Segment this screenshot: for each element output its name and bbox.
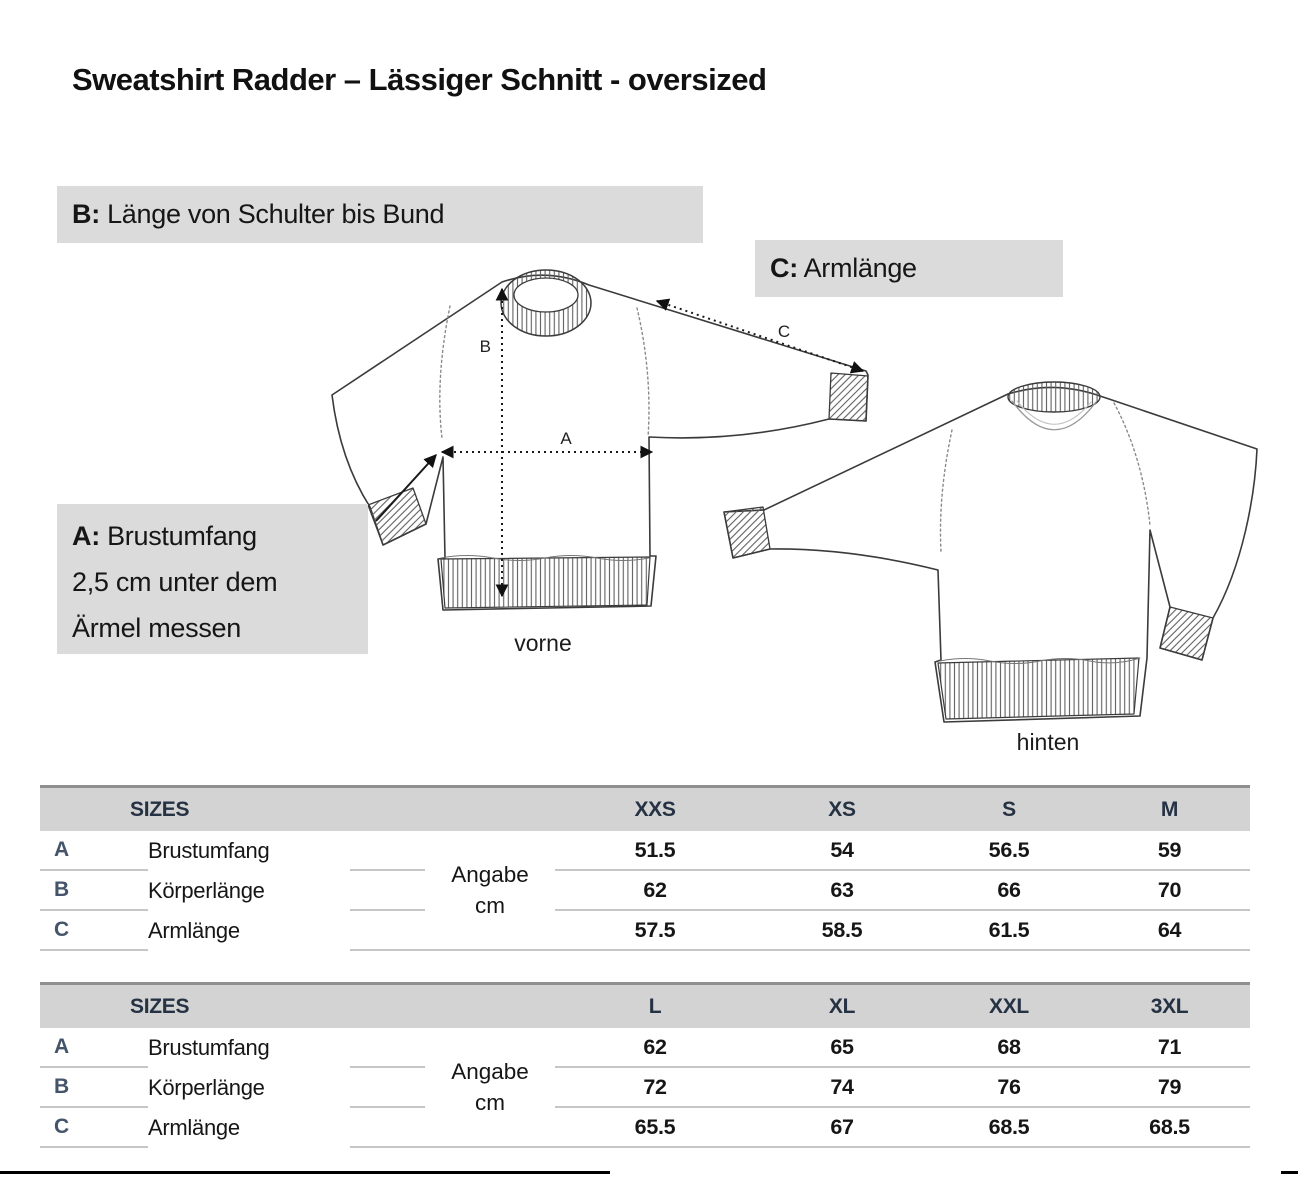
size-col-header: S (1002, 797, 1016, 821)
callout-measure-b (57, 186, 703, 243)
front-right-cuff-rib (829, 373, 868, 421)
row-label: Armlänge (148, 918, 240, 943)
bottom-divider-right (1281, 1171, 1298, 1174)
callout-measure-a (57, 504, 368, 654)
measure-value: 57.5 (555, 911, 755, 951)
row-letter: B (40, 1068, 148, 1108)
measure-value: 68.5 (1089, 1108, 1250, 1148)
front-view-label: vorne (514, 630, 572, 656)
bottom-divider-left (0, 1171, 610, 1174)
size-table-l-3xl (40, 982, 1250, 1148)
measure-letter-b: B (479, 337, 491, 356)
row-label: Brustumfang (148, 838, 270, 863)
spacer-cell (350, 1108, 425, 1148)
spacer-cell (350, 831, 425, 871)
size-col-header: XXL (989, 994, 1029, 1018)
callout-a-line2: 2,5 cm unter dem (72, 567, 278, 597)
front-collar-opening (514, 278, 578, 312)
size-table-2-body (40, 1028, 1250, 1148)
size-col-header: XL (828, 994, 856, 1018)
measure-value: 68.5 (929, 1108, 1089, 1148)
measure-value: 79 (1089, 1068, 1250, 1108)
back-hem-rib (938, 658, 1139, 719)
spacer-cell (350, 911, 425, 951)
size-col-header: XS (828, 797, 856, 821)
row-label: Brustumfang (148, 1035, 270, 1060)
measure-value: 54 (755, 831, 929, 871)
callout-b-text: Länge von Schulter bis Bund (99, 199, 445, 229)
row-letter: C (40, 911, 148, 951)
unit-line1: Angabe (451, 862, 529, 887)
measure-value: 51.5 (555, 831, 755, 871)
measure-value: 56.5 (929, 831, 1089, 871)
measure-value: 61.5 (929, 911, 1089, 951)
unit-line2: cm (475, 1090, 505, 1115)
measure-value: 62 (555, 871, 755, 911)
row-letter: C (40, 1108, 148, 1148)
measure-value: 59 (1089, 831, 1250, 871)
row-letter: A (40, 831, 148, 871)
unit-cell (425, 831, 555, 951)
measure-value: 65 (755, 1028, 929, 1068)
size-col-header: XXS (634, 797, 676, 821)
spacer-cell (350, 871, 425, 911)
measure-value: 66 (929, 871, 1089, 911)
spacer-cell (350, 1068, 425, 1108)
measure-value: 74 (755, 1068, 929, 1108)
measure-letter-a: A (560, 429, 572, 448)
measure-value: 58.5 (755, 911, 929, 951)
measure-value: 76 (929, 1068, 1089, 1108)
sweatshirt-measurement-diagram (320, 265, 1290, 775)
measure-value: 72 (555, 1068, 755, 1108)
measure-value: 68 (929, 1028, 1089, 1068)
measure-value: 70 (1089, 871, 1250, 911)
back-sweatshirt-drawing (724, 382, 1257, 722)
front-sweatshirt-drawing (332, 270, 868, 610)
callout-a-line1: A: Brustumfang (72, 521, 257, 551)
back-left-cuff-rib (724, 507, 770, 558)
measure-value: 64 (1089, 911, 1250, 951)
measure-letter-c: C (777, 322, 791, 341)
unit-line2: cm (475, 893, 505, 918)
size-col-header: M (1160, 797, 1179, 821)
size-table-1-header (40, 785, 1250, 831)
unit-cell (425, 1028, 555, 1148)
page-title: Sweatshirt Radder – Lässiger Schnitt - oversized (72, 62, 767, 97)
back-view-label: hinten (1016, 729, 1080, 755)
row-label: Armlänge (148, 1115, 240, 1140)
sizes-header-label: SIZES (130, 994, 190, 1018)
sizes-header-label: SIZES (130, 797, 190, 821)
size-table-1-body (40, 831, 1250, 951)
size-table-2-header (40, 982, 1250, 1028)
callout-a-line3: Ärmel messen (72, 613, 241, 643)
measure-value: 71 (1089, 1028, 1250, 1068)
measure-value: 63 (755, 871, 929, 911)
measure-value: 67 (755, 1108, 929, 1148)
row-letter: A (40, 1028, 148, 1068)
row-letter: B (40, 871, 148, 911)
callout-b-key: B: (72, 199, 100, 229)
size-table-xxs-m (40, 785, 1250, 951)
measure-value: 62 (555, 1028, 755, 1068)
callout-a-key: A: (72, 521, 100, 551)
row-label: Körperlänge (148, 1075, 265, 1100)
callout-c-text: Armlänge (797, 253, 917, 283)
row-label: Körperlänge (148, 878, 265, 903)
spacer-cell (350, 1028, 425, 1068)
callout-c-key: C: (770, 253, 798, 283)
size-col-header: L (648, 994, 662, 1018)
front-hem-rib (441, 557, 650, 608)
measure-value: 65.5 (555, 1108, 755, 1148)
unit-line1: Angabe (451, 1059, 529, 1084)
callout-measure-c (755, 240, 1063, 297)
size-col-header: 3XL (1150, 994, 1189, 1018)
